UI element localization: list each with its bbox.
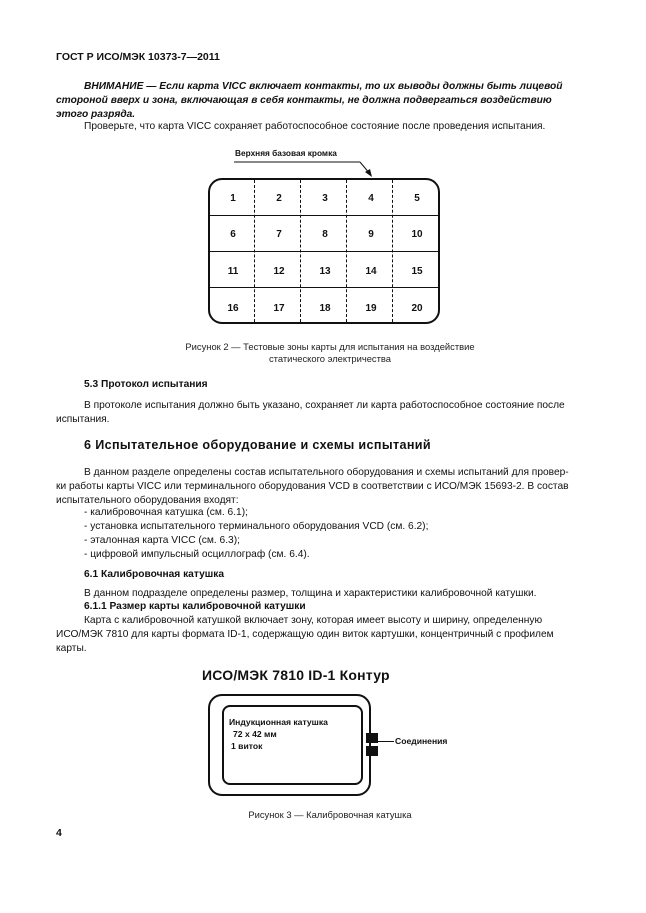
section-5-3-line-2: испытания. <box>56 414 110 425</box>
connection-leader <box>378 741 394 742</box>
section-6-intro-2: ки работы карты VICC или терминального оборудования VCD в соответствии с ИСО/МЭК 15693-2. В состав <box>56 481 569 492</box>
warning-line-1: ВНИМАНИЕ — Если карта VICC включает контакты, то их выводы должны быть лицевой <box>84 81 563 92</box>
section-6-1-1-line-3: карты. <box>56 643 87 654</box>
section-6-intro-1: В данном разделе определены состав испытательного оборудования и схемы испытаний для провер- <box>84 467 569 478</box>
edge-label: Верхняя базовая кромка <box>235 148 337 158</box>
section-6-1-text: В данном подразделе определены размер, толщина и характеристики калибровочной катушки. <box>84 588 537 599</box>
zone-11: 11 <box>227 266 239 277</box>
coil-label: Индукционная катушка <box>229 717 328 727</box>
edge-arrow <box>230 152 390 180</box>
zone-16: 16 <box>227 303 239 314</box>
section-6-1-1-line-2: ИСО/МЭК 7810 для карты формата ID-1, содержащую один виток картушки, концентричный с профилем <box>56 629 554 640</box>
connections-label: Соединения <box>395 736 448 746</box>
document-header: ГОСТ Р ИСО/МЭК 10373-7—2011 <box>56 51 220 63</box>
zone-19: 19 <box>365 303 377 314</box>
warning-line-2: стороной вверх и зона, включающая в себя контакты, не должна подвергаться воздействию <box>56 95 552 106</box>
figure3-title: ИСО/МЭК 7810 ID-1 Контур <box>202 667 390 683</box>
test-zones-grid <box>208 178 440 324</box>
zone-9: 9 <box>368 229 374 240</box>
zone-20: 20 <box>411 303 423 314</box>
zone-4: 4 <box>368 193 374 204</box>
section-6-item-1: - калибровочная катушка (см. 6.1); <box>84 507 248 518</box>
section-5-3-line-1: В протоколе испытания должно быть указано, сохраняет ли карта работоспособное состояние после <box>84 400 565 411</box>
zone-1: 1 <box>230 193 236 204</box>
coil-turns: 1 виток <box>231 741 263 751</box>
connection-pad-bottom <box>366 746 378 756</box>
section-6-title: 6 Испытательное оборудование и схемы испытаний <box>84 438 431 452</box>
zone-17: 17 <box>273 303 285 314</box>
figure2-caption-2: статического электричества <box>268 353 392 364</box>
zone-13: 13 <box>319 266 331 277</box>
figure3-caption: Рисунок 3 — Калибровочная катушка <box>248 809 412 820</box>
coil-size: 72 x 42 мм <box>233 729 277 739</box>
section-6-item-2: - установка испытательного терминального оборудования VCD (см. 6.2); <box>84 521 429 532</box>
zone-3: 3 <box>322 193 328 204</box>
section-6-1-1-title: 6.1.1 Размер карты калибровочной катушки <box>84 601 306 612</box>
zone-15: 15 <box>411 266 423 277</box>
page-number: 4 <box>56 827 62 839</box>
check-text: Проверьте, что карта VICC сохраняет работоспособное состояние после проведения испытания. <box>84 121 546 132</box>
zone-12: 12 <box>273 266 285 277</box>
section-6-1-title: 6.1 Калибровочная катушка <box>84 569 225 580</box>
section-6-intro-3: испытательного оборудования входят: <box>56 495 239 506</box>
zone-5: 5 <box>414 193 420 204</box>
section-5-3-title: 5.3 Протокол испытания <box>84 379 208 390</box>
section-6-item-3: - эталонная карта VICC (см. 6.3); <box>84 535 240 546</box>
zone-14: 14 <box>365 266 377 277</box>
connection-pad-top <box>366 733 378 743</box>
figure2-caption-1: Рисунок 2 — Тестовые зоны карты для испытания на воздействие <box>185 341 475 352</box>
zone-10: 10 <box>411 229 423 240</box>
warning-line-3: этого разряда. <box>56 109 136 120</box>
zone-2: 2 <box>276 193 282 204</box>
section-6-1-1-line-1: Карта с калибровочной катушкой включает зону, которая имеет высоту и ширину, определенную <box>84 615 543 626</box>
zone-7: 7 <box>276 229 282 240</box>
zone-6: 6 <box>230 229 236 240</box>
zone-18: 18 <box>319 303 331 314</box>
zone-8: 8 <box>322 229 328 240</box>
section-6-item-4: - цифровой импульсный осциллограф (см. 6.4). <box>84 549 310 560</box>
